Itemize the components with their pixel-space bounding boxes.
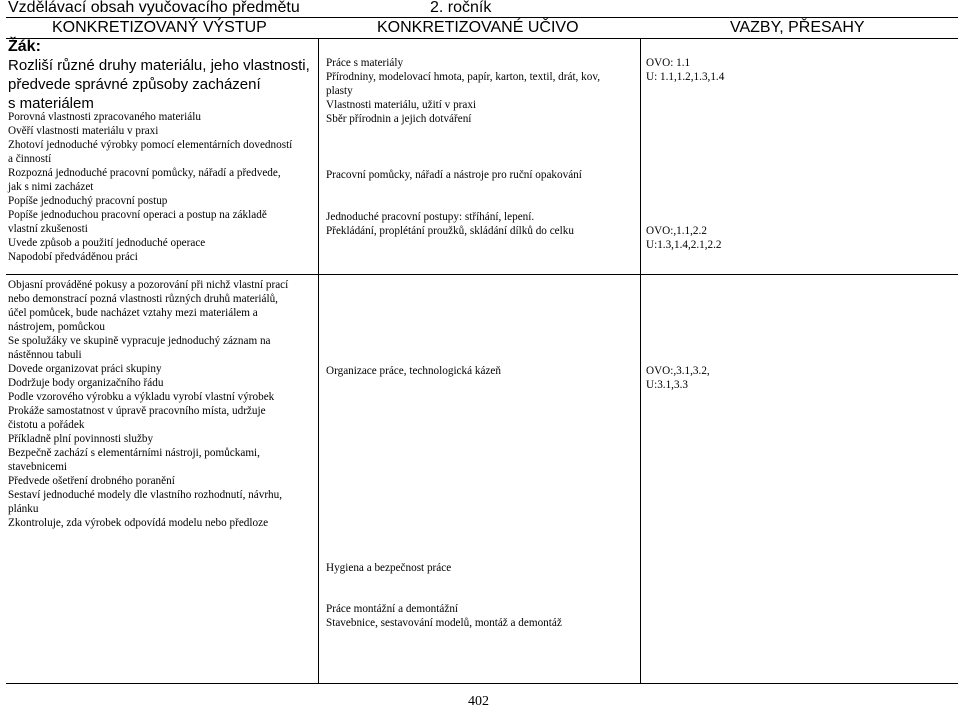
outcome-line: nástrojem, pomůckou bbox=[8, 321, 105, 333]
outcome-line: Příkladně plní povinnosti služby bbox=[8, 433, 154, 445]
link-line: OVO:,1.1,2.2 bbox=[646, 225, 707, 237]
section2-content-assembly bbox=[326, 602, 562, 630]
outcome-line: Rozliší různé druhy materiálu, jeho vlastnosti, bbox=[8, 57, 310, 74]
subject-title: Vzdělávací obsah vyučovacího předmětu bbox=[8, 0, 300, 16]
outcome-line: Podle vzorového výrobku a výkladu vyrobí vlastní výrobek bbox=[8, 391, 275, 403]
section1-content-procedures bbox=[326, 210, 574, 238]
rule-top bbox=[6, 17, 958, 18]
outcome-line: jak s nimi zacházet bbox=[8, 181, 94, 193]
section1-content-materials bbox=[326, 56, 600, 126]
link-line: OVO: 1.1 bbox=[646, 57, 691, 69]
outcome-line: Uvede způsob a použití jednoduché operace bbox=[8, 237, 206, 249]
content-line: Jednoduché pracovní postupy: stříhání, lepení. bbox=[326, 211, 535, 223]
outcome-line: s materiálem bbox=[8, 95, 94, 112]
outcome-line: Napodobí předváděnou práci bbox=[8, 251, 138, 263]
outcome-line: Porovná vlastnosti zpracovaného materiálu bbox=[8, 111, 201, 123]
outcome-line: Dovede organizovat práci skupiny bbox=[8, 363, 162, 375]
outcome-line: Zhotoví jednoduché výrobky pomocí elementárních dovedností bbox=[8, 139, 293, 151]
column-header-outcomes: KONKRETIZOVANÝ VÝSTUP bbox=[52, 19, 267, 36]
section2-content-organization: Organizace práce, technologická kázeň bbox=[326, 365, 501, 377]
section1-content-tools: Pracovní pomůcky, nářadí a nástroje pro ruční opakování bbox=[326, 169, 582, 181]
grade-label: 2. ročník bbox=[430, 0, 492, 16]
outcome-line: předvede správné způsoby zacházení bbox=[8, 76, 261, 93]
content-line: Vlastnosti materiálu, užití v praxi bbox=[326, 99, 477, 111]
outcome-line: a činností bbox=[8, 153, 52, 165]
content-line: Práce montážní a demontážní bbox=[326, 603, 459, 615]
rule-bottom bbox=[6, 683, 958, 684]
col-divider-1 bbox=[318, 38, 319, 683]
outcome-line: Sestaví jednoduché modely dle vlastního rozhodnutí, návrhu, bbox=[8, 489, 283, 501]
outcome-line: Popíše jednoduchou pracovní operaci a postup na základě bbox=[8, 209, 267, 221]
section1-outcomes-main bbox=[8, 56, 310, 113]
outcome-line: plánku bbox=[8, 503, 39, 515]
section1-links-a bbox=[646, 56, 724, 84]
outcome-line: Předvede ošetření drobného poranění bbox=[8, 475, 175, 487]
section2-content-hygiene: Hygiena a bezpečnost práce bbox=[326, 562, 452, 574]
link-line: U:3.1,3.3 bbox=[646, 379, 688, 391]
outcome-line: Dodržuje body organizačního řádu bbox=[8, 377, 164, 389]
section2-links bbox=[646, 364, 710, 392]
pupil-label: Žák: bbox=[8, 38, 41, 55]
link-line: U: 1.1,1.2,1.3,1.4 bbox=[646, 71, 725, 83]
outcome-line: Zkontroluje, zda výrobek odpovídá modelu nebo předloze bbox=[8, 517, 269, 529]
content-line: plasty bbox=[326, 85, 353, 97]
content-line: Stavebnice, sestavování modelů, montáž a demontáž bbox=[326, 617, 562, 629]
outcome-line: Popíše jednoduchý pracovní postup bbox=[8, 195, 168, 207]
outcome-line: Objasní prováděné pokusy a pozorování při nichž vlastní prací bbox=[8, 279, 289, 291]
section2-outcomes bbox=[8, 278, 288, 530]
outcome-line: vlastní zkušenosti bbox=[8, 223, 88, 235]
column-header-content: KONKRETIZOVANÉ UČIVO bbox=[377, 19, 579, 36]
outcome-line: Bezpečně zachází s elementárními nástroji, pomůckami, bbox=[8, 447, 260, 459]
content-line: Přírodniny, modelovací hmota, papír, karton, textil, drát, kov, bbox=[326, 71, 600, 83]
outcome-line: Prokáže samostatnost v úpravě pracovního místa, udržuje bbox=[8, 405, 266, 417]
outcome-line: Se spolužáky ve skupině vypracuje jednoduchý záznam na bbox=[8, 335, 271, 347]
content-line: Překládání, proplétání proužků, skládání dílků do celku bbox=[326, 225, 574, 237]
column-header-links: VAZBY, PŘESAHY bbox=[730, 19, 865, 36]
section1-links-b bbox=[646, 224, 722, 252]
col-divider-2 bbox=[640, 38, 641, 683]
content-line: Sběr přírodnin a jejich dotváření bbox=[326, 113, 472, 125]
section1-outcomes bbox=[8, 110, 292, 264]
outcome-line: Ověří vlastnosti materiálu v praxi bbox=[8, 125, 159, 137]
page-number: 402 bbox=[468, 694, 489, 709]
outcome-line: nebo demonstrací pozná vlastnosti různých druhů materiálů, bbox=[8, 293, 278, 305]
link-line: U:1.3,1.4,2.1,2.2 bbox=[646, 239, 722, 251]
outcome-line: čistotu a pořádek bbox=[8, 419, 85, 431]
outcome-line: stavebnicemi bbox=[8, 461, 68, 473]
rule-header-bottom bbox=[6, 38, 958, 39]
outcome-line: nástěnnou tabuli bbox=[8, 349, 82, 361]
link-line: OVO:,3.1,3.2, bbox=[646, 365, 710, 377]
rule-section-divider bbox=[6, 274, 958, 275]
outcome-line: Rozpozná jednoduché pracovní pomůcky, nářadí a předvede, bbox=[8, 167, 281, 179]
content-line: Práce s materiály bbox=[326, 57, 404, 69]
outcome-line: účel pomůcek, bude nacházet vztahy mezi materiálem a bbox=[8, 307, 258, 319]
